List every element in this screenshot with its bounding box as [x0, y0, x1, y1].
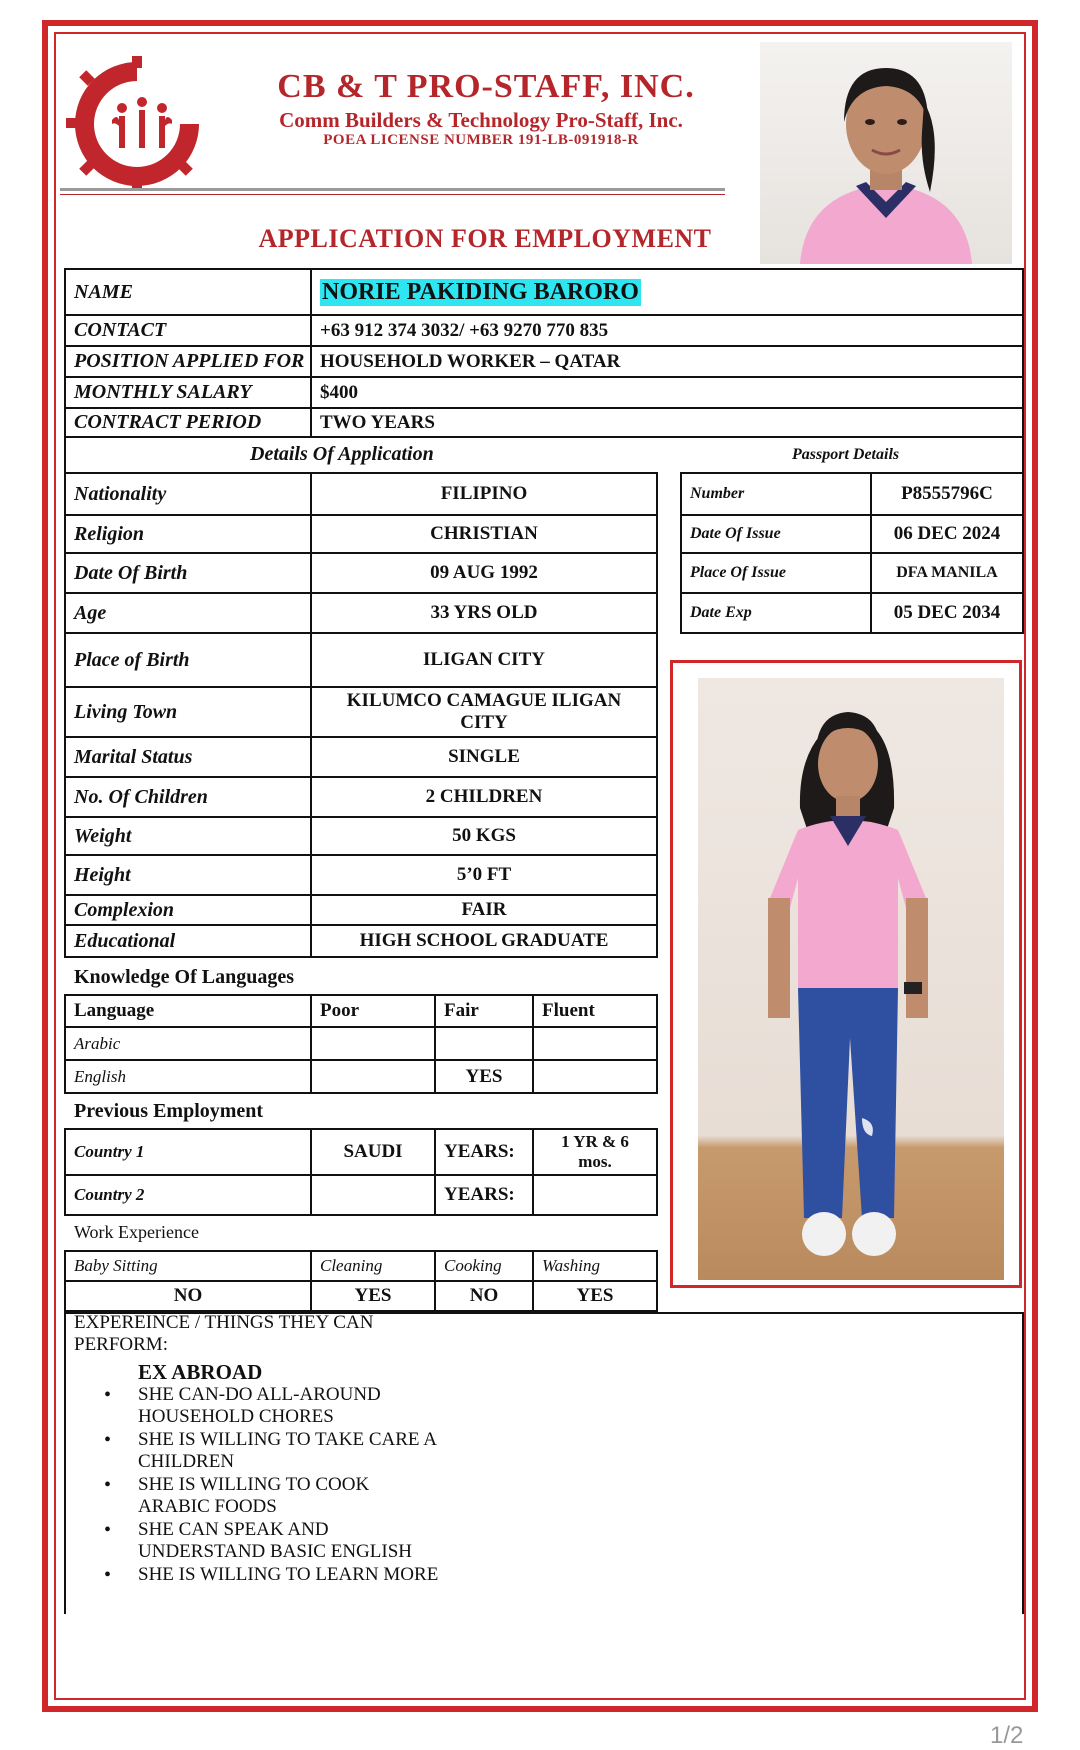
name-label: NAME: [64, 268, 312, 316]
country2-years-value: [532, 1174, 658, 1216]
lang-arabic-poor: [310, 1026, 436, 1061]
country1-label: Country 1: [64, 1128, 312, 1176]
list-item: • SHE IS WILLING TO LEARN MORE: [104, 1564, 444, 1586]
children-label: No. Of Children: [64, 776, 312, 818]
age-label: Age: [64, 592, 312, 634]
company-logo: [62, 54, 212, 192]
contract-value: TWO YEARS: [310, 407, 1024, 438]
employment-title: Previous Employment: [74, 1100, 264, 1122]
issue-date-value: 06 DEC 2024: [870, 514, 1024, 554]
birthplace-label: Place of Birth: [64, 632, 312, 688]
living-town-label: Living Town: [64, 686, 312, 738]
country2-years-label: YEARS:: [434, 1174, 534, 1216]
experience-heading: EXPEREINCE / THINGS THEY CAN PERFORM:: [74, 1312, 374, 1355]
religion-label: Religion: [64, 514, 312, 554]
lang-header-fair: Fair: [434, 994, 534, 1028]
passport-gap: [656, 472, 682, 632]
children-value: 2 CHILDREN: [310, 776, 658, 818]
list-item: • SHE IS WILLING TO TAKE CARE A CHILDREN: [104, 1429, 444, 1473]
birthplace-value: ILIGAN CITY: [310, 632, 658, 688]
experience-subheading: EX ABROAD: [138, 1360, 263, 1384]
work-value-babysitting: NO: [64, 1280, 312, 1312]
passport-number-value: P8555796C: [870, 472, 1024, 516]
issue-date-label: Date Of Issue: [680, 514, 872, 554]
education-value: HIGH SCHOOL GRADUATE: [310, 924, 658, 958]
complexion-value: FAIR: [310, 894, 658, 926]
salary-label: MONTHLY SALARY: [64, 376, 312, 409]
nationality-label: Nationality: [64, 472, 312, 516]
marital-value: SINGLE: [310, 736, 658, 778]
lang-english-fair: YES: [434, 1059, 534, 1094]
applicant-headshot: [760, 42, 1012, 264]
lang-header-language: Language: [64, 994, 312, 1028]
lang-arabic-fluent: [532, 1026, 658, 1061]
issue-place-label: Place Of Issue: [680, 552, 872, 594]
work-value-washing: YES: [532, 1280, 658, 1312]
position-label: POSITION APPLIED FOR: [64, 345, 312, 378]
list-item: • SHE IS WILLING TO COOK ARABIC FOODS: [104, 1474, 444, 1518]
marital-label: Marital Status: [64, 736, 312, 778]
name-value-cell: [310, 268, 1024, 316]
expiry-date-value: 05 DEC 2034: [870, 592, 1024, 634]
weight-value: 50 KGS: [310, 816, 658, 856]
lang-english-fluent: [532, 1059, 658, 1094]
religion-value: CHRISTIAN: [310, 514, 658, 554]
languages-title: Knowledge Of Languages: [74, 966, 295, 988]
form-title: APPLICATION FOR EMPLOYMENT: [258, 224, 712, 253]
work-header-babysitting: Baby Sitting: [64, 1250, 312, 1282]
header-divider-red: [60, 194, 725, 195]
country1-value: SAUDI: [310, 1128, 436, 1176]
position-value: HOUSEHOLD WORKER – QATAR: [310, 345, 1024, 378]
license-number: POEA LICENSE NUMBER 191-LB-091918-R: [323, 132, 639, 148]
work-header-cooking: Cooking: [434, 1250, 534, 1282]
list-item: • SHE CAN SPEAK AND UNDERSTAND BASIC ENGLISH: [104, 1519, 444, 1563]
expiry-date-label: Date Exp: [680, 592, 872, 634]
lang-english: English: [64, 1059, 312, 1094]
country2-label: Country 2: [64, 1174, 312, 1216]
lang-header-poor: Poor: [310, 994, 436, 1028]
passport-number-label: Number: [680, 472, 872, 516]
contact-value: +63 912 374 3032/ +63 9270 770 835: [310, 314, 1024, 347]
applicant-full-body-photo: [698, 678, 1004, 1280]
contract-label: CONTRACT PERIOD: [64, 407, 312, 438]
age-value: 33 YRS OLD: [310, 592, 658, 634]
weight-label: Weight: [64, 816, 312, 856]
work-header-cleaning: Cleaning: [310, 1250, 436, 1282]
details-section-title: Details Of Application: [250, 443, 434, 465]
passport-section-title: Passport Details: [792, 446, 900, 463]
salary-value: $400: [310, 376, 1024, 409]
complexion-label: Complexion: [64, 894, 312, 926]
experience-list: [104, 1384, 444, 1587]
company-name: CB & T PRO-STAFF, INC.: [277, 68, 695, 105]
page-number: 1/2: [990, 1722, 1024, 1749]
lang-arabic: Arabic: [64, 1026, 312, 1061]
lang-arabic-fair: [434, 1026, 534, 1061]
name-value: NORIE PAKIDING BARORO: [322, 278, 639, 305]
education-label: Educational: [64, 924, 312, 958]
lang-header-fluent: Fluent: [532, 994, 658, 1028]
country2-value: [310, 1174, 436, 1216]
contact-label: CONTACT: [64, 314, 312, 347]
dob-value: 09 AUG 1992: [310, 552, 658, 594]
issue-place-value: DFA MANILA: [870, 552, 1024, 594]
work-title: Work Experience: [74, 1222, 199, 1242]
header-divider: [60, 188, 725, 191]
work-value-cleaning: YES: [310, 1280, 436, 1312]
company-subtitle: Comm Builders & Technology Pro-Staff, Inc.: [279, 108, 683, 132]
country1-years-label: YEARS:: [434, 1128, 534, 1176]
work-value-cooking: NO: [434, 1280, 534, 1312]
living-town-value: KILUMCO CAMAGUE ILIGAN CITY: [310, 686, 658, 738]
work-header-washing: Washing: [532, 1250, 658, 1282]
lang-english-poor: [310, 1059, 436, 1094]
height-value: 5’0 FT: [310, 854, 658, 896]
list-item: • SHE CAN-DO ALL-AROUND HOUSEHOLD CHORES: [104, 1384, 444, 1428]
country1-years-value: 1 YR & 6 mos.: [532, 1128, 658, 1176]
height-label: Height: [64, 854, 312, 896]
dob-label: Date Of Birth: [64, 552, 312, 594]
nationality-value: FILIPINO: [310, 472, 658, 516]
